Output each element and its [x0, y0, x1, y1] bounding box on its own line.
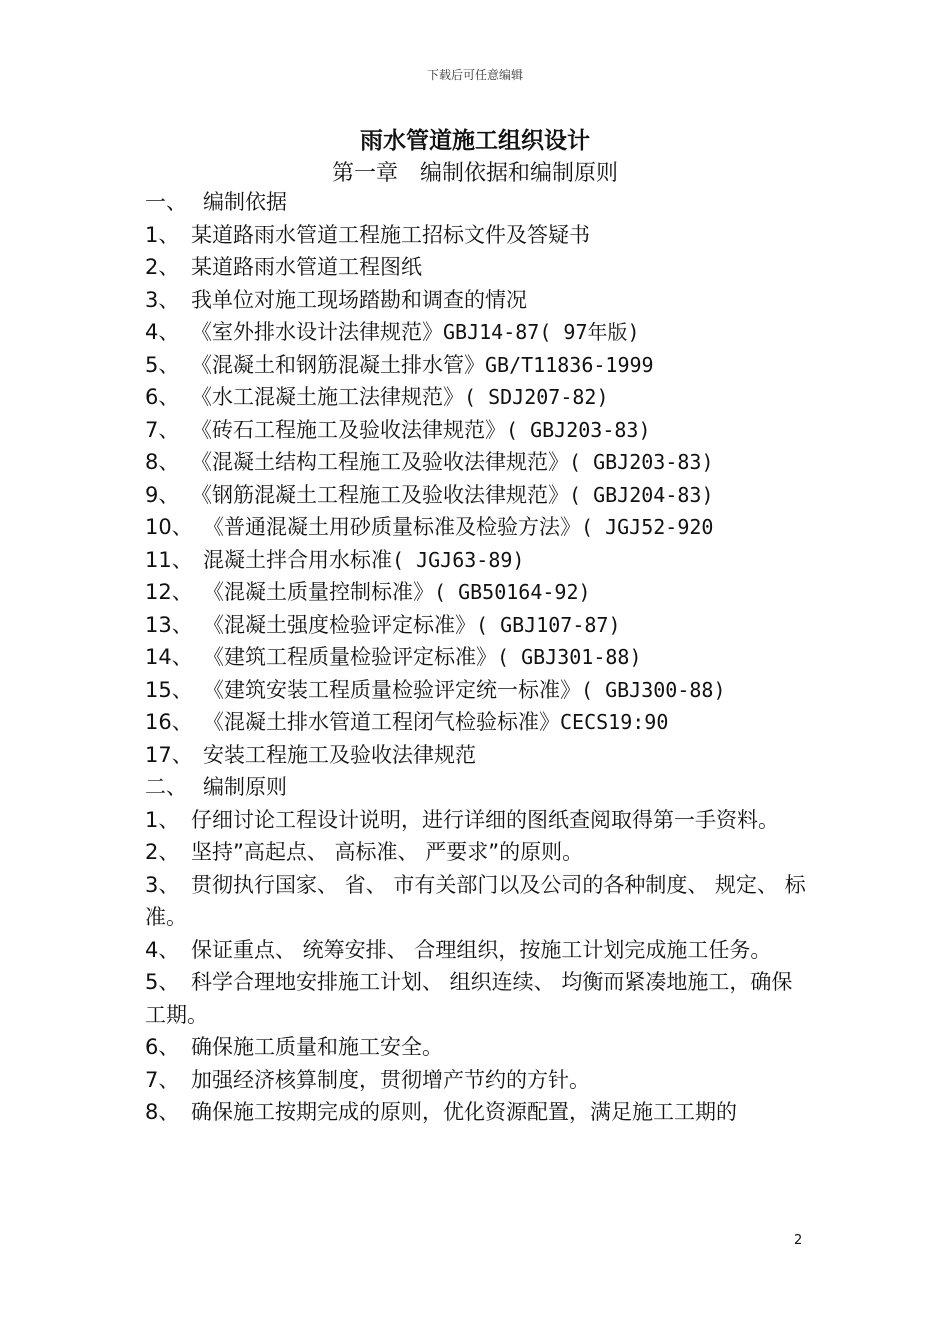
- item-text: 《混凝土强度检验评定标准》: [203, 612, 476, 637]
- basis-item: [145, 739, 810, 772]
- item-text: 仔细讨论工程设计说明，进行详细的图纸查阅取得第一手资料。: [191, 807, 779, 832]
- item-number: 11、: [145, 547, 193, 572]
- item-number: 4、: [145, 320, 180, 344]
- basis-item: [145, 251, 810, 284]
- item-text: 《建筑安装工程质量检验评定统一标准》: [203, 677, 581, 702]
- page-header-note: 下载后可任意编辑: [426, 68, 523, 82]
- basis-item: [145, 284, 810, 317]
- item-text: 《混凝土质量控制标准》: [203, 580, 434, 604]
- item-number: 10、: [145, 515, 193, 539]
- item-number: 16、: [145, 710, 193, 734]
- item-number: 1、: [145, 807, 180, 832]
- standard-code: ( GBJ301-88): [497, 645, 642, 669]
- principle-item: [145, 869, 810, 934]
- item-text: 《混凝土和钢筋混凝土排水管》: [191, 352, 485, 377]
- item-number: 13、: [145, 612, 193, 637]
- principle-item: [145, 1031, 810, 1064]
- basis-item: [145, 706, 810, 739]
- item-text: 《混凝土结构工程施工及验收法律规范》: [191, 450, 569, 474]
- item-number: 3、: [145, 872, 180, 897]
- item-text: 坚持”高起点、 高标准、 严要求”的原则。: [191, 840, 584, 864]
- section-number: 一、: [145, 190, 187, 214]
- basis-item: [145, 414, 810, 447]
- principle-item: [145, 966, 810, 1031]
- item-number: 2、: [145, 840, 180, 864]
- item-text: 保证重点、 统筹安排、 合理组织，按施工计划完成施工任务。: [191, 937, 772, 962]
- item-text: 《普通混凝土用砂质量标准及检验方法》: [203, 515, 581, 539]
- basis-item: [145, 544, 810, 577]
- section-heading-principles: [145, 771, 810, 804]
- item-number: 9、: [145, 482, 180, 507]
- item-number: 12、: [145, 580, 193, 604]
- item-number: 6、: [145, 1035, 180, 1059]
- item-number: 4、: [145, 937, 180, 962]
- section-title: 编制依据: [203, 190, 287, 214]
- section-number: 二、: [145, 775, 187, 799]
- item-text: 混凝土拌合用水标准: [203, 547, 392, 572]
- document-title: 雨水管道施工组织设计: [360, 128, 590, 154]
- basis-item: [145, 219, 810, 252]
- principles-list: [145, 804, 810, 1129]
- standard-code: GB/T11836-1999: [485, 352, 654, 377]
- item-text: 《水工混凝土施工法律规范》: [191, 385, 464, 409]
- item-number: 8、: [145, 450, 180, 474]
- basis-item: [145, 479, 810, 512]
- section-title: 编制原则: [203, 775, 287, 799]
- chapter-title: 第一章 编制依据和编制原则: [331, 161, 618, 186]
- item-text: 安装工程施工及验收法律规范: [203, 742, 476, 767]
- section-heading-basis: [145, 186, 810, 219]
- item-number: 5、: [145, 970, 180, 994]
- basis-item: [145, 381, 810, 414]
- item-text: 科学合理地安排施工计划、 组织连续、 均衡而紧凑地施工，确保工期。: [145, 970, 793, 1027]
- item-text: 贯彻执行国家、 省、 市有关部门以及公司的各种制度、 规定、 标准。: [145, 872, 806, 929]
- item-number: 14、: [145, 645, 193, 669]
- standard-code: CECS19:90: [560, 710, 669, 734]
- item-number: 7、: [145, 417, 180, 442]
- standard-code: ( JGJ52-920: [581, 515, 714, 539]
- item-text: 确保施工质量和施工安全。: [191, 1035, 443, 1059]
- standard-code: ( GBJ203-83): [569, 450, 714, 474]
- standard-code: ( JGJ63-89): [392, 547, 525, 572]
- principle-item: [145, 836, 810, 869]
- standard-code: ( SDJ207-82): [464, 385, 609, 409]
- basis-list: [145, 219, 810, 772]
- basis-item: [145, 511, 810, 544]
- item-number: 7、: [145, 1067, 180, 1092]
- item-number: 3、: [145, 287, 180, 312]
- item-text: 某道路雨水管道工程施工招标文件及答疑书: [191, 222, 590, 247]
- item-text: 《混凝土排水管道工程闭气检验标准》: [203, 710, 560, 734]
- item-text: 确保施工按期完成的原则，优化资源配置，满足施工工期的: [191, 1100, 737, 1124]
- principle-item: [145, 934, 810, 967]
- basis-item: [145, 609, 810, 642]
- principle-item: [145, 1096, 810, 1129]
- principle-item: [145, 1064, 810, 1097]
- item-text: 《室外排水设计法律规范》: [191, 320, 443, 344]
- item-number: 2、: [145, 255, 180, 279]
- basis-item: [145, 674, 810, 707]
- item-text: 《钢筋混凝土工程施工及验收法律规范》: [191, 482, 569, 507]
- item-number: 8、: [145, 1100, 180, 1124]
- basis-item: [145, 349, 810, 382]
- item-number: 1、: [145, 222, 180, 247]
- item-text: 某道路雨水管道工程图纸: [191, 255, 422, 279]
- principle-item: [145, 804, 810, 837]
- item-number: 17、: [145, 742, 193, 767]
- standard-code: ( GB50164-92): [434, 580, 591, 604]
- item-number: 15、: [145, 677, 193, 702]
- item-number: 5、: [145, 352, 180, 377]
- item-number: 6、: [145, 385, 180, 409]
- basis-item: [145, 316, 810, 349]
- basis-item: [145, 446, 810, 479]
- item-text: 我单位对施工现场踏勘和调查的情况: [191, 287, 527, 312]
- standard-code: GBJ14-87( 97年版): [443, 320, 640, 344]
- item-text: 加强经济核算制度，贯彻增产节约的方针。: [191, 1067, 590, 1092]
- item-text: 《砖石工程施工及验收法律规范》: [191, 417, 506, 442]
- standard-code: ( GBJ300-88): [581, 677, 726, 702]
- basis-item: [145, 641, 810, 674]
- basis-item: [145, 576, 810, 609]
- standard-code: ( GBJ107-87): [476, 612, 621, 637]
- page-number: 2: [794, 1233, 803, 1248]
- standard-code: ( GBJ203-83): [506, 417, 651, 442]
- standard-code: ( GBJ204-83): [569, 482, 714, 507]
- item-text: 《建筑工程质量检验评定标准》: [203, 645, 497, 669]
- document-body: [145, 186, 810, 1129]
